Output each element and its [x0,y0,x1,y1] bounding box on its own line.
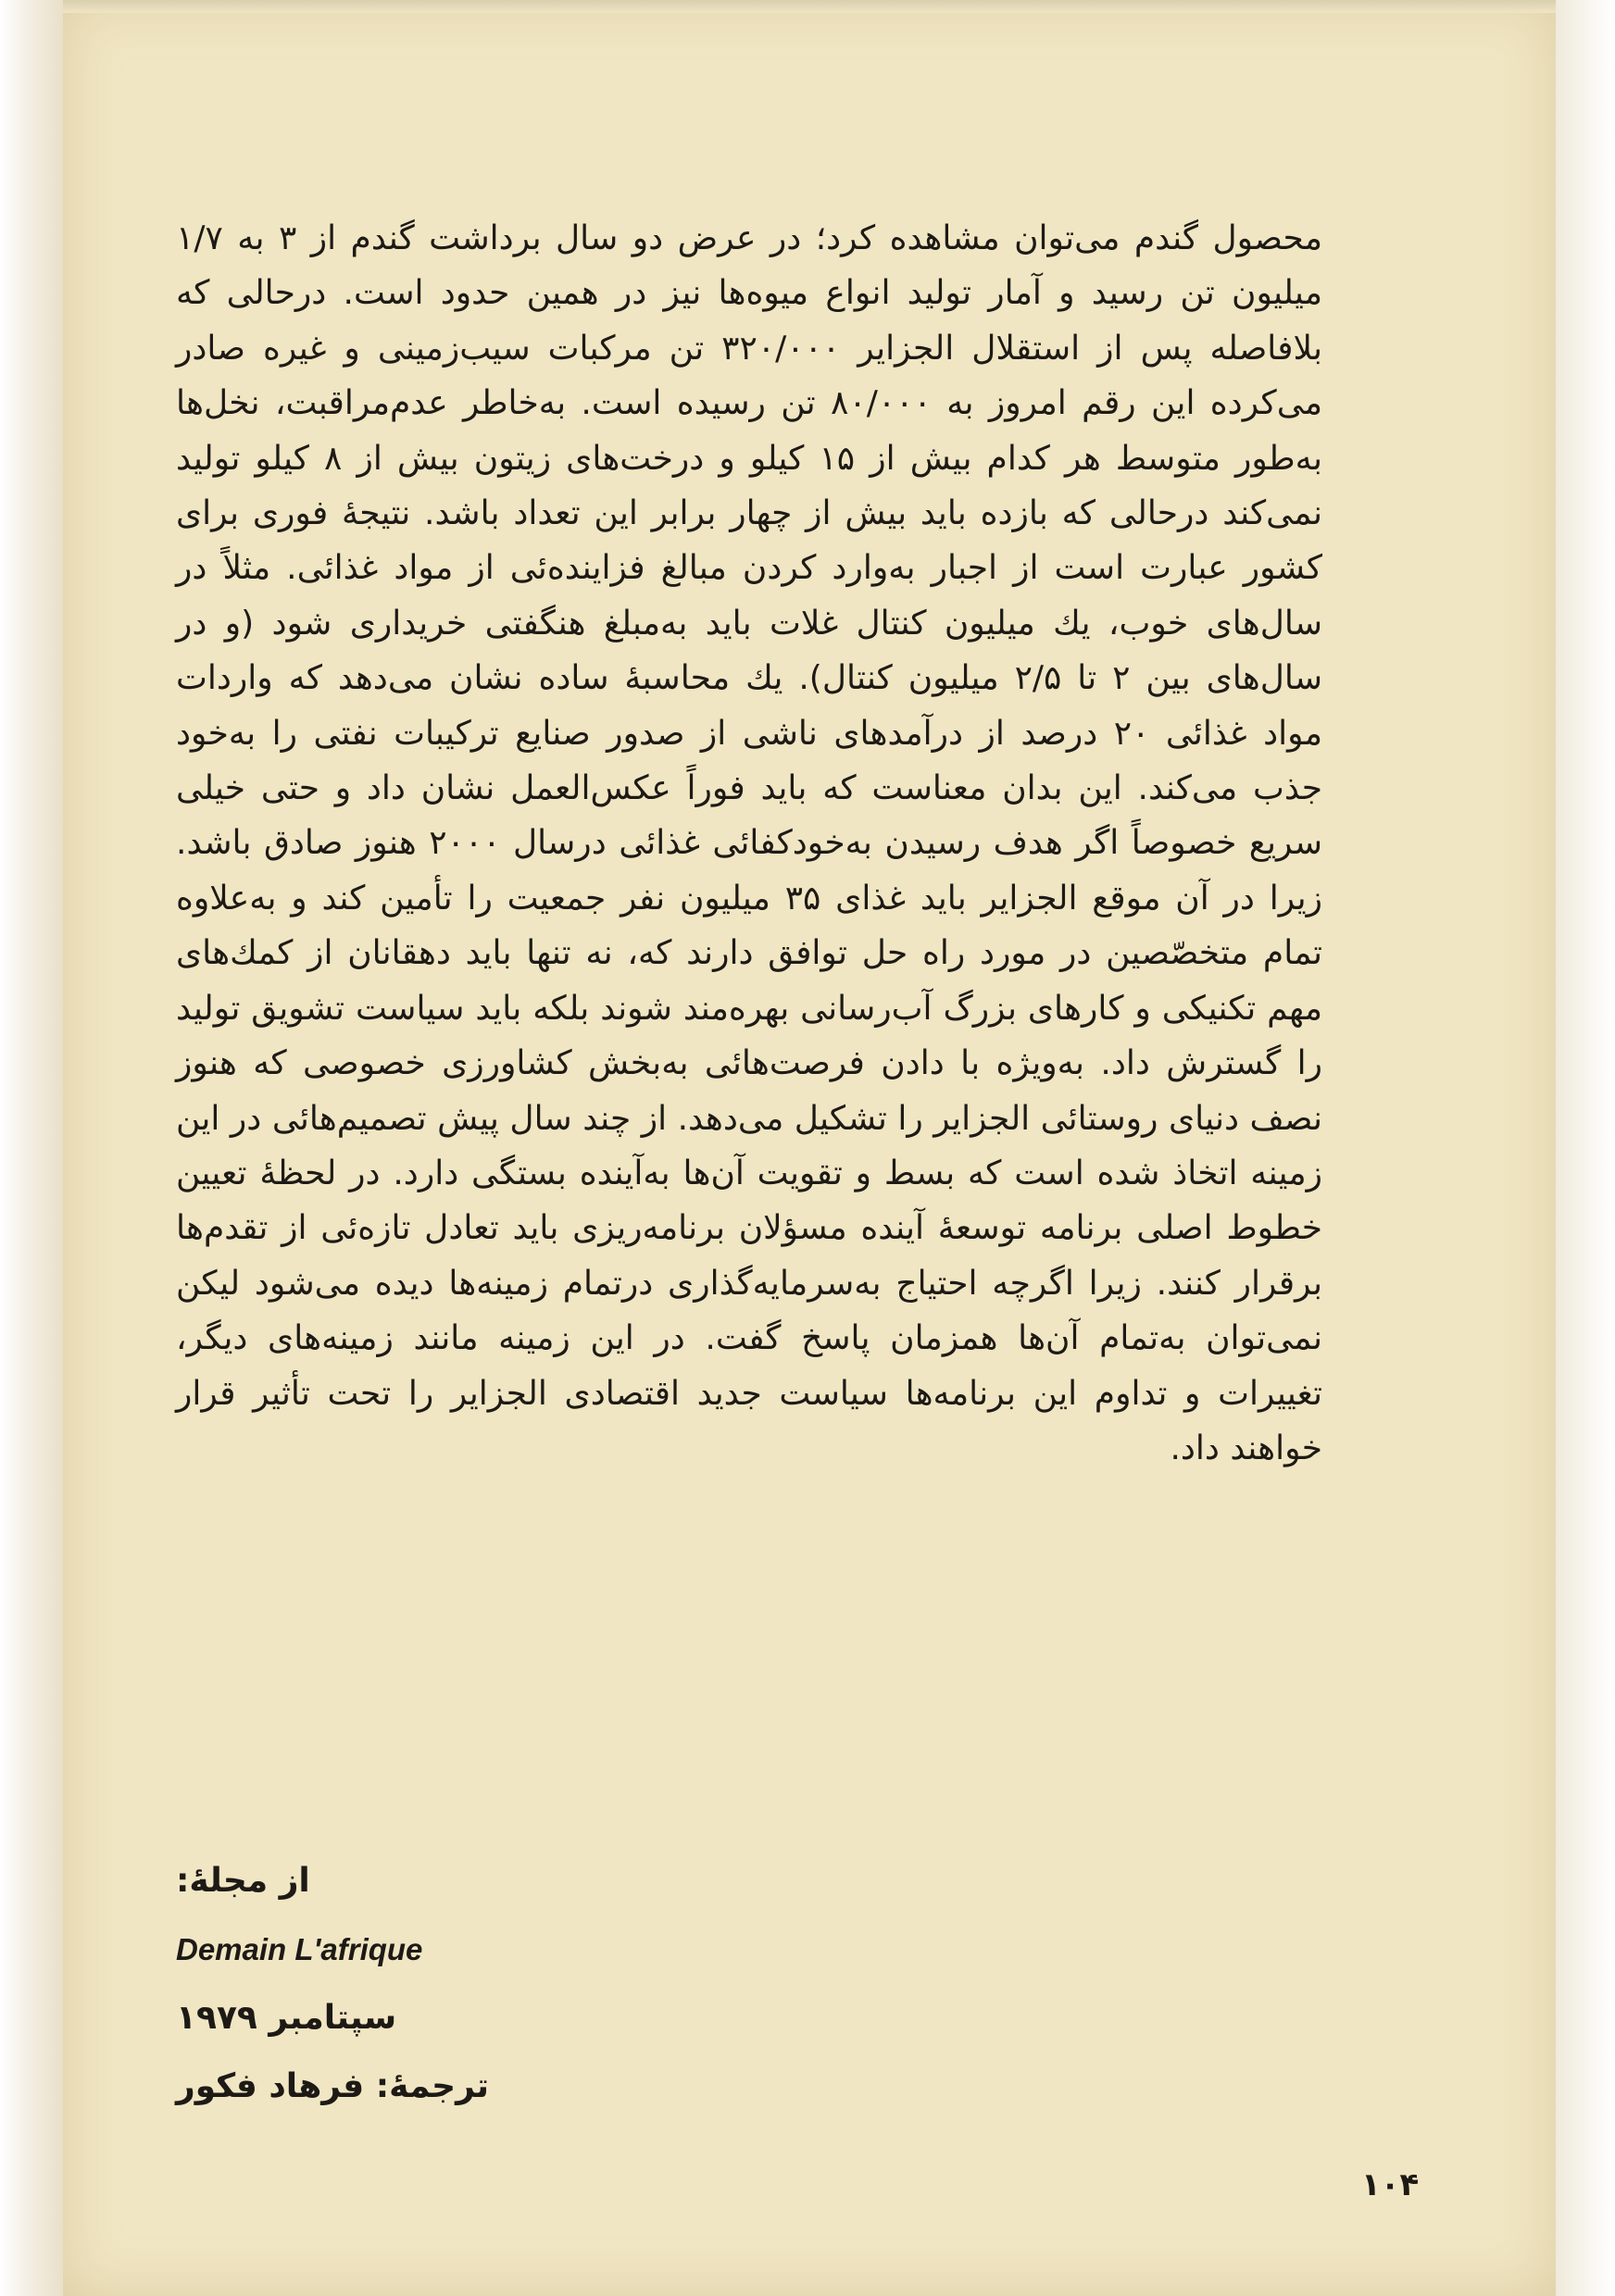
article-body [176,211,1322,1476]
source-from-label: از مجلهٔ: [176,1862,310,1900]
source-block [176,1847,732,2121]
source-date: سپتامبر ۱۹۷۹ [176,1999,397,2037]
page-number: ۱۰۴ [1361,2166,1420,2203]
scan-left-margin [0,0,63,2296]
translator-credit: ترجمهٔ: فرهاد فکور [176,2067,490,2105]
article-paragraph: محصول گندم می‌توان مشاهده کرد؛ در عرض دو سال برداشت گندم از ۳ به ۱/۷ میلیون تن رسید و آمار تولید انواع میوه‌ها نیز در همین حدود است. درحالی که بلافاصله پس از استقلال الجزایر ۳۲۰/۰۰۰ تن مرکبات سیب‌زمینی و غیره صادر می‌کرده این رقم امروز به ۸۰/۰۰۰ تن رسیده است. به‌خاطر عدم‌مراقبت، نخل‌ها به‌طور متوسط هر کدام بیش از ۱۵ کیلو و درخت‌های زیتون بیش از ۸ کیلو تولید نمی‌کند درحالی که بازده باید بیش از چهار برابر این تعداد باشد. نتیجهٔ فوری برای کشور عبارت است از اجبار به‌وارد کردن مبالغ فزاینده‌ئی از مواد غذائی. مثلاً در سال‌های خوب، یك میلیون کنتال غلات باید به‌مبلغ هنگفتی خریداری شود (و در سال‌های بین ۲ تا ۲/۵ میلیون کنتال). یك محاسبهٔ ساده نشان می‌دهد که واردات مواد غذائی ۲۰ درصد از درآمدهای ناشی از صدور صنایع ترکیبات نفتی را به‌خود جذب می‌کند. این بدان معناست که باید فوراً عکس‌العمل نشان داد و حتی خیلی سریع خصوصاً اگر هدف رسیدن به‌خودکفائی غذائی درسال ۲۰۰۰ هنوز صادق باشد. زیرا در آن موقع الجزایر باید غذای ۳۵ میلیون نفر جمعیت را تأمین کند و به‌علاوه تمام متخصّصین در مورد راه حل توافق دارند که، نه تنها باید دهقانان از کمك‌های مهم تکنیکی و کارهای بزرگ آب‌رسانی بهره‌مند شوند بلکه باید سیاست تشویق تولید را گسترش داد. به‌ویژه با دادن فرصت‌هائی به‌بخش کشاورزی خصوصی که هنوز نصف دنیای روستائی الجزایر را تشکیل می‌دهد. از چند سال پیش تصمیم‌هائی در این زمینه اتخاذ شده است که بسط و تقویت آن‌ها به‌آینده بستگی دارد. در لحظهٔ تعیین خطوط اصلی برنامه توسعهٔ آینده مسؤلان برنامه‌ریزی باید تعادل تازه‌ئی از تقدم‌ها برقرار کنند. زیرا اگرچه احتیاج به‌سرمایه‌گذاری درتمام زمینه‌ها دیده می‌شود لیکن نمی‌توان به‌تمام آن‌ها همزمان پاسخ گفت. در این زمینه مانند زمینه‌های دیگر، تغییرات و تداوم این برنامه‌ها سیاست جدید اقتصادی الجزایر را تحت تأثیر قرار خواهند داد. [176,219,1323,1467]
scan-right-margin [1556,0,1615,2296]
page-top-edge [63,0,1556,13]
source-magazine-name: Demain L'afrique [176,1932,423,1966]
